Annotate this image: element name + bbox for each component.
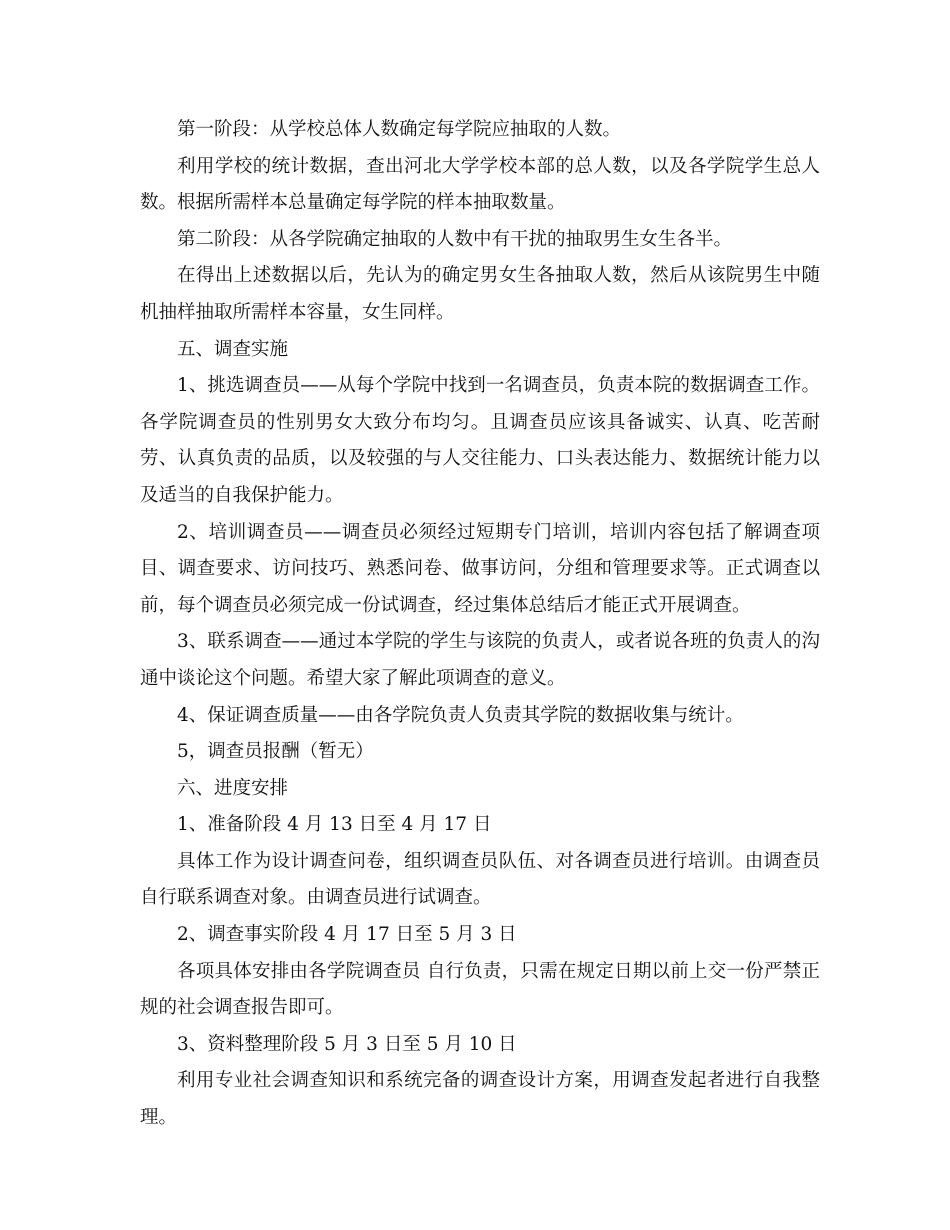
paragraph-sampling: 在得出上述数据以后，先认为的确定男女生各抽取人数，然后从该院男生中随机抽样抽取所需样本容量，女生同样。 [140, 265, 820, 323]
paragraph-select-investigators: 1、挑选调查员——从每个学院中找到一名调查员，负责本院的数据调查工作。各学院调查员的性别男女大致分布均匀。且调查员应该具备诚实、认真、吃苦耐劳、认真负责的品质，以及较强的与人交往能力、口头表达能力、数据统计能力以及适当的自我保护能力。 [140, 375, 820, 506]
paragraph-data-details: 利用专业社会调查知识和系统完备的调查设计方案，用调查发起者进行自我整理。 [140, 1070, 820, 1129]
document-body [140, 112, 820, 1137]
paragraph-prep-details: 具体工作为设计调查问卷，组织调查员队伍、对各调查员进行培训。由调查员自行联系调查对象。由调查员进行试调查。 [140, 850, 820, 909]
heading-schedule: 六、进度安排 [177, 777, 289, 799]
paragraph-statistics: 利用学校的统计数据，查出河北大学学校本部的总人数，以及各学院学生总人数。根据所需样本总量确定每学院的样本抽取数量。 [140, 155, 820, 214]
heading-survey-implementation: 五、调查实施 [177, 338, 289, 360]
paragraph-remuneration: 5，调查员报酬（暂无） [177, 741, 374, 763]
paragraph-stage-two: 第二阶段：从各学院确定抽取的人数中有干扰的抽取男生女生各半。 [177, 228, 733, 250]
paragraph-prep-phase: 1、准备阶段 4 月 13 日至 4 月 17 日 [177, 814, 492, 836]
paragraph-survey-details: 各项具体安排由各学院调查员 自行负责，只需在规定日期以前上交一份严禁正规的社会调查报告即可。 [140, 960, 820, 1019]
paragraph-data-phase: 3、资料整理阶段 5 月 3 日至 5 月 10 日 [177, 1033, 517, 1055]
paragraph-survey-phase: 2、调查事实阶段 4 月 17 日至 5 月 3 日 [177, 924, 517, 946]
paragraph-quality-assurance: 4、保证调查质量——由各学院负责人负责其学院的数据收集与统计。 [177, 704, 744, 726]
paragraph-contact-survey: 3、联系调查——通过本学院的学生与该院的负责人，或者说各班的负责人的沟通中谈论这个问题。希望大家了解此项调查的意义。 [140, 631, 820, 689]
paragraph-stage-one: 第一阶段：从学校总体人数确定每学院应抽取的人数。 [177, 119, 622, 140]
paragraph-train-investigators: 2、培训调查员——调查员必须经过短期专门培训，培训内容包括了解调查项目、调查要求、访问技巧、熟悉问卷、做事访问，分组和管理要求等。正式调查以前，每个调查员必须完成一份试调查，经过集体总结后才能正式开展调查。 [140, 521, 820, 616]
